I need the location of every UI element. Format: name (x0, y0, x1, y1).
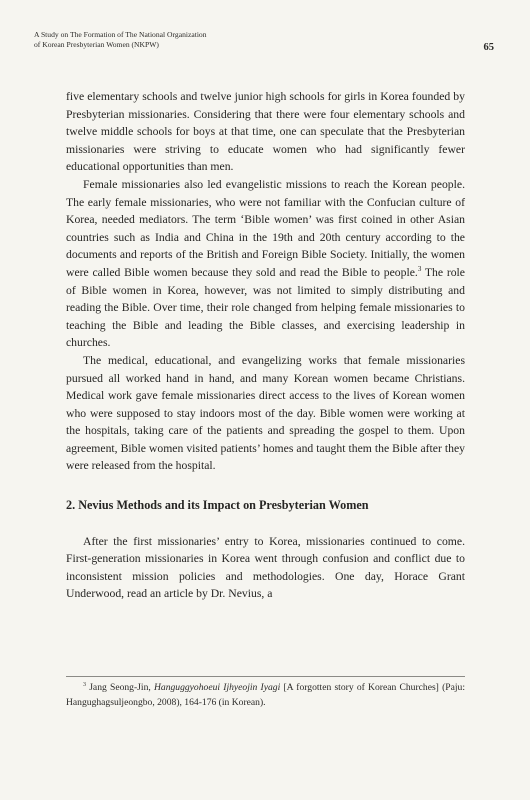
paragraph-2-continued: The role of Bible women in Korea, however, was not limited to simply distributing and reading the Bible. Over time, their role changed from helping female missionaries to teaching the Bible and leading the Bible classes, and exercising leadership in churches. (66, 265, 465, 350)
footnote-number: 3 (83, 681, 86, 688)
footnote (66, 681, 465, 710)
footnote-citation: [A forgotten story of Korean Churches] (Paju: Hangughagsuljeongbo, 2008), 164-176 (in Korean). (66, 682, 465, 708)
footnote-author: Jang Seong-Jin, (89, 682, 151, 693)
section-paragraph: After the first missionaries’ entry to Korea, missionaries continued to come. First-generation missionaries in Korea went through confusion and conflict due to inconsistent mission policies and methodologies. One day, Horace Grant Underwood, read an article by Dr. Nevius, a (66, 534, 465, 601)
footnote-divider (66, 676, 465, 677)
running-head-line-1: A Study on The Formation of The National Organization (34, 30, 207, 39)
running-head-line-2: of Korean Presbyterian Women (NKPW) (34, 40, 159, 49)
paragraph-2 (66, 176, 465, 352)
paragraph-2-text: Female missionaries also led evangelistic missions to reach the Korean people. The early female missionaries, who were not familiar with the Confucian culture of Korea, needed mediators. The term ‘Bible women’ was first coined in other Asian countries such as India and China in the 19th and 20th century according to the documents and reports of the British and Foreign Bible Society. Initially, the women were called Bible women because they sold and read the Bible to people. (66, 177, 465, 279)
footnote-title: Hanguggyohoeui Ijhyeojin Iyagi (153, 682, 281, 693)
running-head (34, 30, 334, 50)
footnote-reference[interactable]: 3 (417, 265, 422, 274)
section-heading: 2. Nevius Methods and its Impact on Presbyterian Women (66, 498, 369, 513)
page-number: 65 (483, 42, 494, 53)
paragraph-1: five elementary schools and twelve junior high schools for girls in Korea founded by Presbyterian missionaries. Considering that there were four elementary schools and twelve middle schools for boys at that time, one can speculate that the Presbyterian missionaries were striving to educate women who had significantly fewer educational opportunities than men. (66, 90, 465, 174)
paragraph-3: The medical, educational, and evangelizing works that female missionaries pursued all worked hand in hand, and many Korean women became Christians. Medical work gave female missionaries direct access to the lives of Korean women who were supposed to stay indoors most of the day. Bible women were working at the hospitals, taking care of the patients and spreading the gospel to them. Upon agreement, Bible women visited patients’ homes and taught them the Bible after they were released from the hospital. (66, 353, 465, 473)
body-text (66, 88, 465, 603)
